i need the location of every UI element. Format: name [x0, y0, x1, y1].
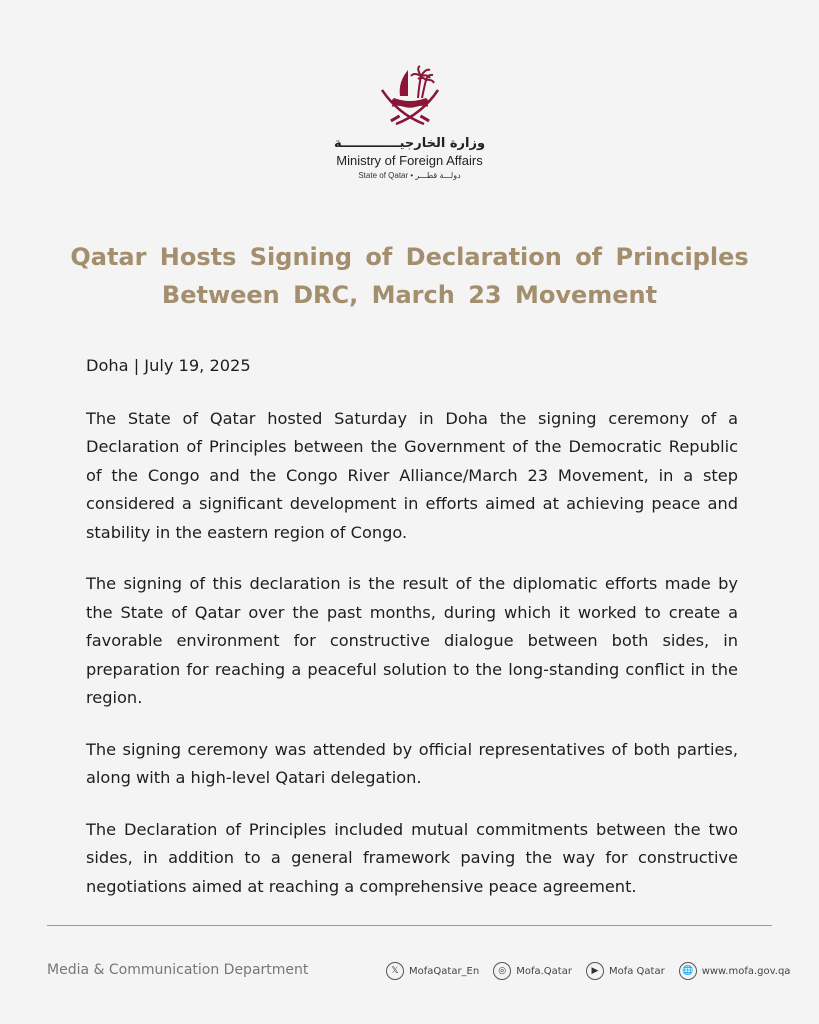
social-website[interactable] [679, 962, 791, 980]
youtube-icon: ▶ [586, 962, 604, 980]
dateline: Doha | July 19, 2025 [86, 356, 251, 375]
ministry-name-arabic: وزارة الخارجيـــــــــــــة [333, 136, 486, 151]
social-instagram[interactable] [493, 962, 572, 980]
social-x-label: MofaQatar_En [409, 965, 480, 977]
instagram-icon: ◎ [493, 962, 511, 980]
article-title [40, 238, 779, 314]
footer-divider [47, 925, 772, 926]
social-links [386, 962, 791, 980]
social-youtube[interactable] [586, 962, 665, 980]
paragraph-3: The signing ceremony was attended by official representatives of both parties, along with a high-level Qatari delegation. [86, 739, 738, 787]
social-website-label: www.mofa.gov.qa [701, 965, 791, 977]
social-instagram-label: Mofa.Qatar [516, 965, 572, 977]
paragraph-2: The signing of this declaration is the result of the diplomatic efforts made by the State of Qatar over the past months, during which it worked to create a favorable environment for constructive dialogue between both sides, in preparation for reaching a peaceful solution to the long-standing conflict in the region. [86, 574, 738, 707]
social-x[interactable] [386, 962, 479, 980]
article-body [86, 352, 738, 924]
header [0, 62, 819, 182]
paragraph-4: The Declaration of Principles included mutual commitments between the two sides, in addition to a general framework paving the way for constructive negotiations aimed at reaching a comprehensive peace agreement. [86, 819, 738, 896]
department-name: Media & Communication Department [47, 962, 309, 978]
ministry-name-english: Ministry of Foreign Affairs [336, 153, 483, 168]
title-line-2: Between DRC, March 23 Movement [161, 281, 658, 309]
qatar-emblem-icon [378, 62, 442, 128]
state-line: State of Qatar • دولـــة قطـــر [358, 171, 461, 180]
paragraph-1: The State of Qatar hosted Saturday in Doha the signing ceremony of a Declaration of Principles between the Government of the Democratic Republic of the Congo and the Congo River Alliance/March 23 Movement, in a step considered a significant development in efforts aimed at achieving peace and stability in the eastern region of Congo. [86, 408, 738, 542]
social-youtube-label: Mofa Qatar [608, 965, 665, 977]
globe-icon: 🌐 [679, 962, 697, 980]
title-line-1: Qatar Hosts Signing of Declaration of Principles [70, 243, 749, 271]
x-icon: 𝕏 [386, 962, 404, 980]
